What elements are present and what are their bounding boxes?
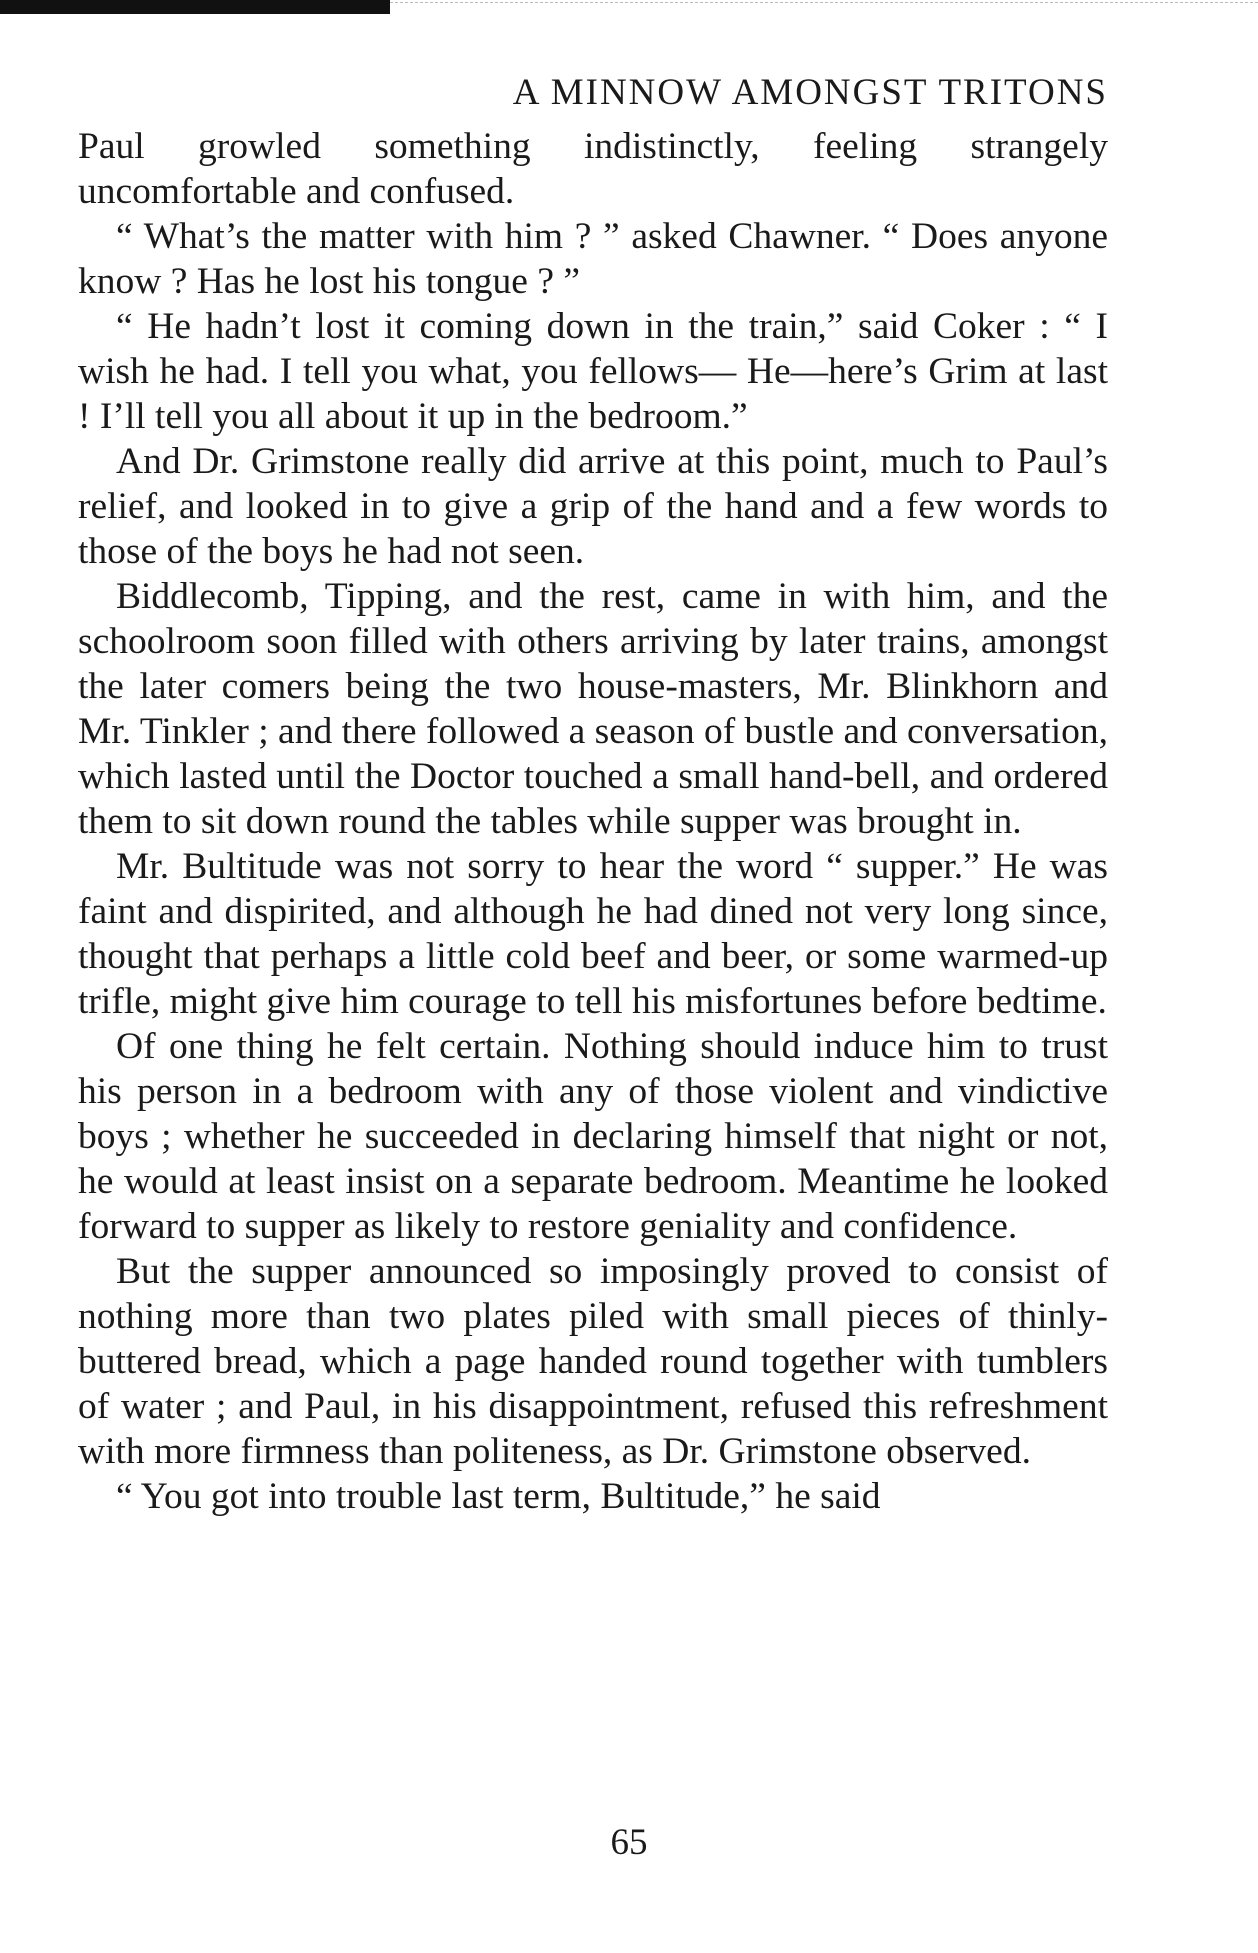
paragraph: And Dr. Grimstone really did arrive at this point, much to Paul’s relief, and looked in to give a grip of the hand and a few words to those of the boys he had not seen. [78,441,1108,572]
running-head: A MINNOW AMONGST TRITONS [512,72,1108,113]
paragraph: Mr. Bultitude was not sorry to hear the word “ supper.” He was faint and dispirited, and although he had dined not very long since, thought that perhaps a little cold beef and beer, or some warmed-up trifle, might give him courage to tell his misfortunes before bedtime. [78,846,1108,1022]
book-page [78,70,1108,1519]
paragraph: Biddlecomb, Tipping, and the rest, came in with him, and the schoolroom soon filled with others arriving by later trains, amongst the later comers being the two house-masters, Mr. Blinkhorn and Mr. Tinkler ; and there followed a season of bustle and conversation, which lasted until the Doctor touched a small hand-bell, and ordered them to sit down round the tables while supper was brought in. [78,576,1109,842]
paragraph: Paul growled something indistinctly, feeling strangely uncomfortable and confused. [78,126,1108,212]
paragraph: But the supper announced so imposingly proved to consist of nothing more than two plates piled with small pieces of thinly-buttered bread, which a page handed round together with tumblers of water ; and Paul, in his disappointment, refused this refreshment with more firmness than politeness, as Dr. Grimstone observed. [78,1251,1108,1472]
paragraph: Of one thing he felt certain. Nothing should induce him to trust his person in a bedroom with any of those violent and vindictive boys ; whether he succeeded in declaring himself that night or not, he would at least insist on a separate bedroom. Meantime he looked forward to supper as likely to restore geniality and confidence. [78,1026,1108,1247]
paragraph: “ He hadn’t lost it coming down in the train,” said Coker : “ I wish he had. I tell you what, you fellows— He—here’s Grim at last ! I’ll tell you all about it up in the bedroom.” [78,306,1108,437]
paragraph: “ What’s the matter with him ? ” asked Chawner. “ Does anyone know ? Has he lost his tongue ? ” [78,216,1108,302]
body-text [78,124,1108,1519]
top-edge-rule-tail [390,2,1258,4]
top-edge-rule [0,0,390,14]
paragraph: “ You got into trouble last term, Bultitude,” he said [116,1476,881,1517]
page-number: 65 [610,1822,648,1863]
